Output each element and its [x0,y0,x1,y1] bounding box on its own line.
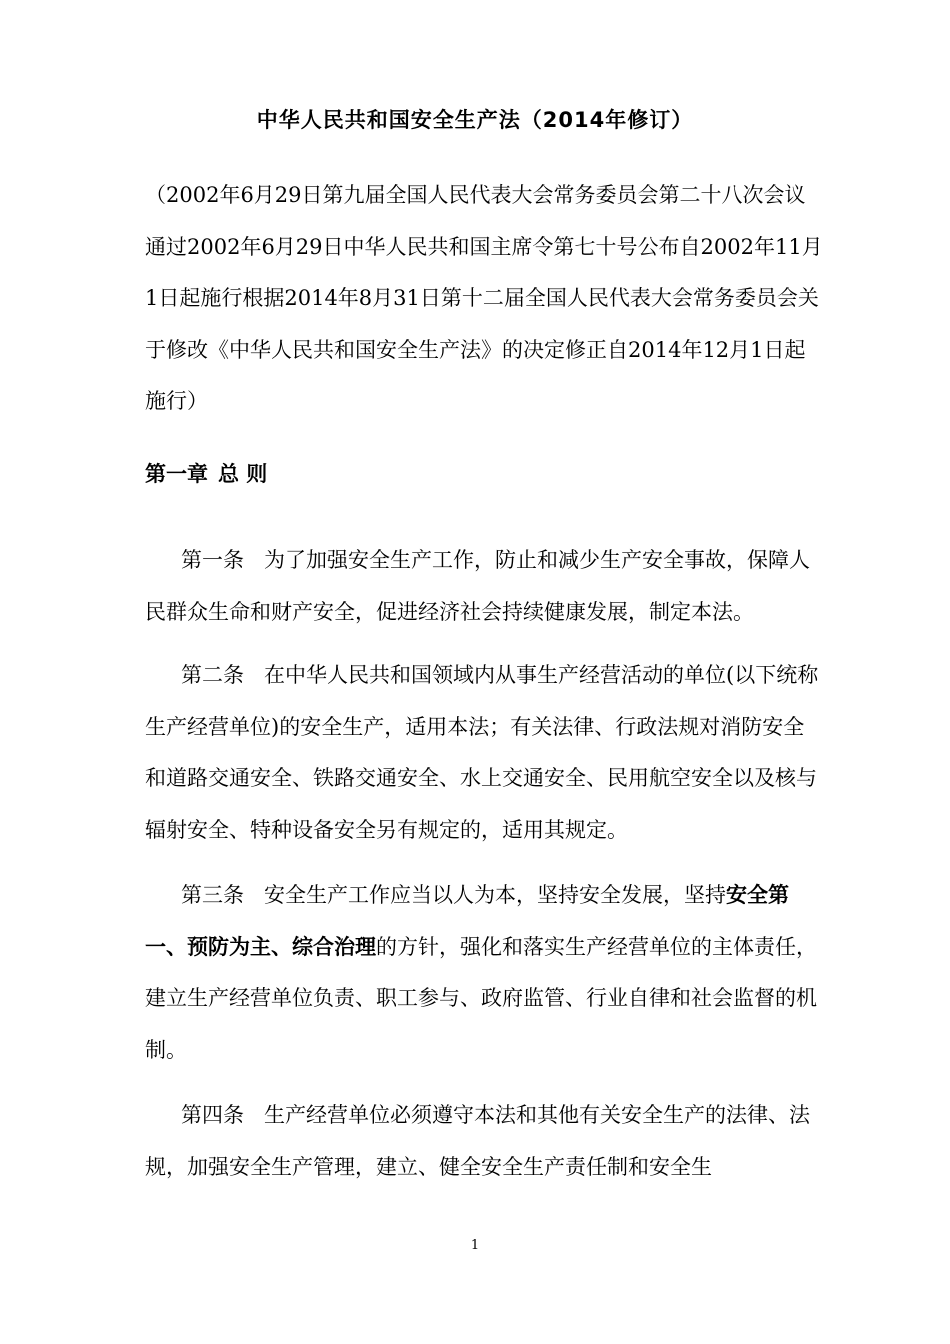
document-title: 中华人民共和国安全生产法（2014年修订） [256,108,694,132]
article-text: 生产经营单位必须遵守本法和其他有关安全生产的法律、法规，加强安全生产管理，建立、健全安全生产责任制和安全生 [145,1103,810,1179]
article-number: 第一条 [181,548,244,572]
article-3 [145,870,825,1076]
article-text: 在中华人民共和国领域内从事生产经营活动的单位(以下统称生产经营单位)的安全生产，适用本法；有关法律、行政法规对消防安全和道路交通安全、铁路交通安全、水上交通安全、民用航空安全以及核与辐射安全、特种设备安全另有规定的，适用其规定。 [145,663,819,842]
preamble: （2002年6月29日第九届全国人民代表大会常务委员会第二十八次会议通过2002年6月29日中华人民共和国主席令第七十号公布自2002年11月1日起施行根据2014年8月31日第十二届全国人民代表大会常务委员会关于修改《中华人民共和国安全生产法》的决定修正自2014年12月1日起施行） [145,183,823,413]
article-text: 的方针，强化和落实生产经营单位的主体责任，建立生产经营单位负责、职工参与、政府监管、行业自律和社会监督的机制。 [145,934,817,1062]
article-4 [145,1090,825,1193]
article-number: 第三条 [181,883,244,907]
page-number: 1 [470,1238,480,1253]
article-number: 第四条 [181,1103,244,1127]
article-text: 为了加强安全生产工作，防止和减少生产安全事故，保障人民群众生命和财产安全，促进经济社会持续健康发展，制定本法。 [145,548,810,624]
chapter-heading [145,458,277,488]
article-2 [145,650,825,856]
article-text-emphasis: 安全第一、预防为主、综合治理 [145,883,789,959]
article-number: 第二条 [181,663,244,687]
article-1 [145,535,825,638]
chapter-number: 第一章 [145,462,208,486]
chapter-title: 总 则 [218,462,268,486]
article-text: 安全生产工作应当以人为本，坚持安全发展，坚持 [264,883,726,907]
